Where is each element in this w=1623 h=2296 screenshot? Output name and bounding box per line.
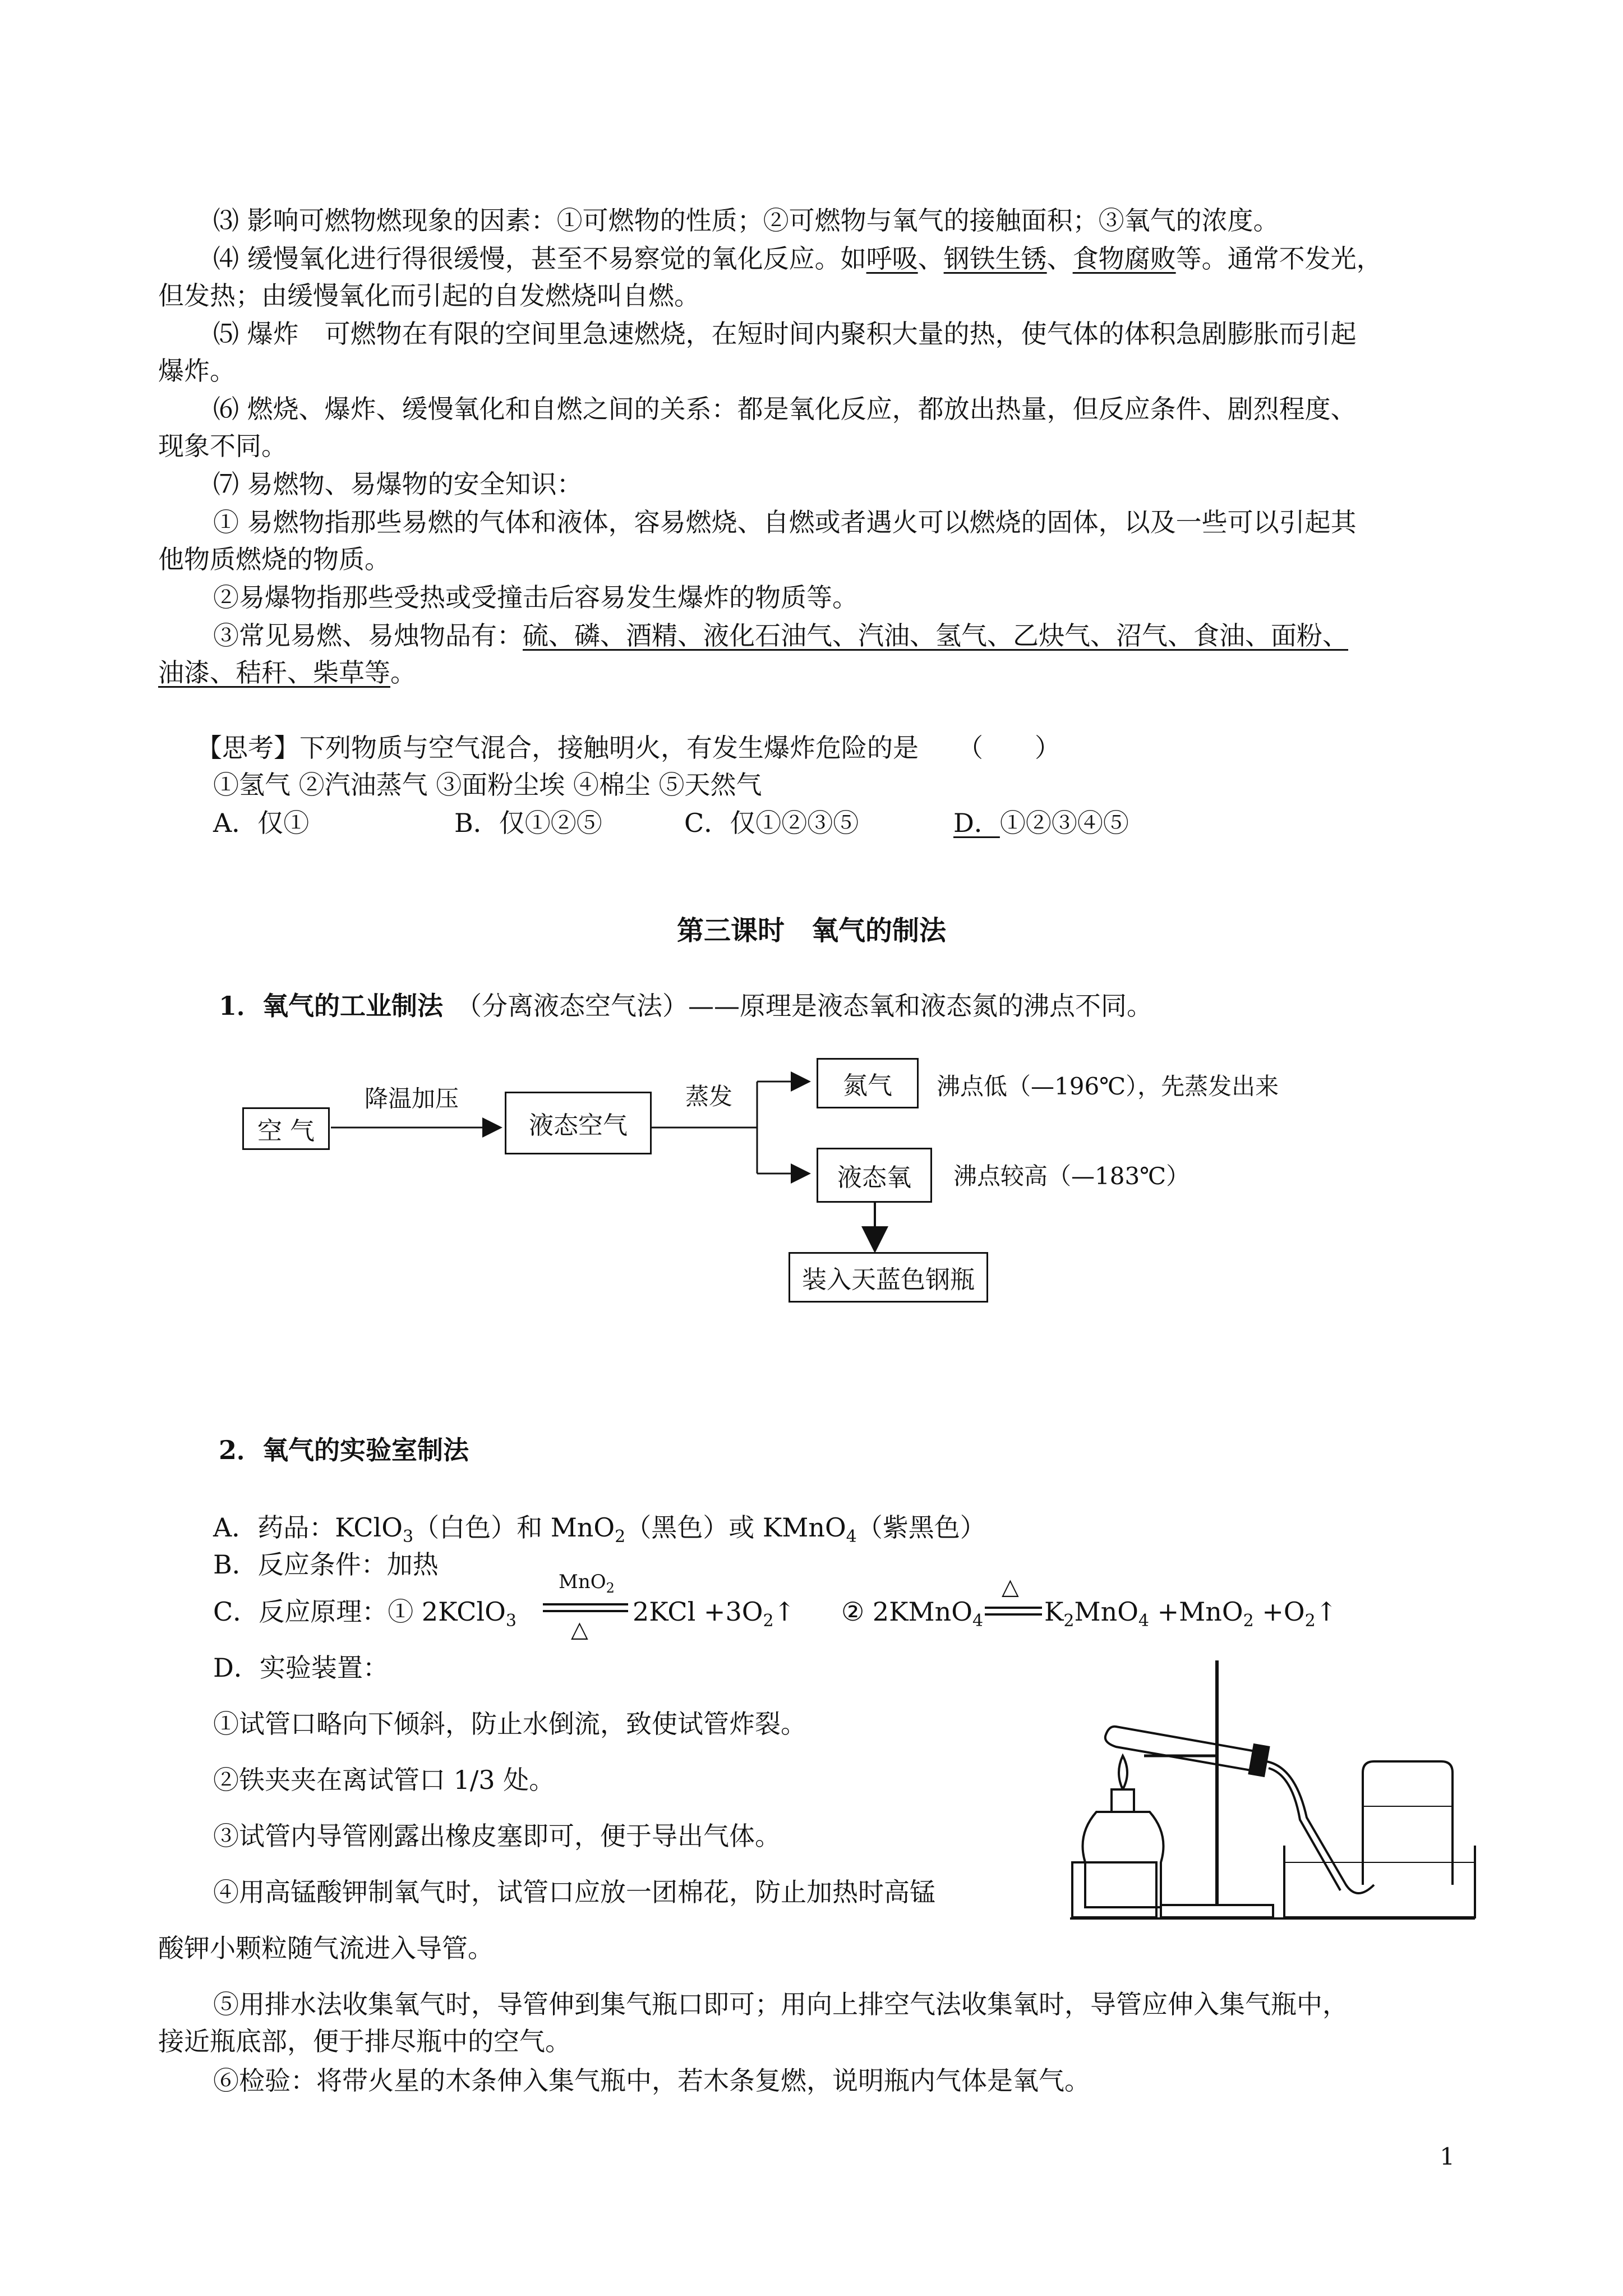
para-common-items: ③常见易燃、易烛物品有：硫、磷、酒精、液化石油气、汽油、氢气、乙炔气、沼气、食油、面粉、 [213, 620, 1348, 651]
para-explosion: ⑸ 爆炸 可燃物在有限的空间里急速燃烧，在短时间内聚积大量的热，使气体的体积急剧膨胀而引起 [213, 319, 1357, 349]
think-option-d: D．①②③④⑤ [953, 808, 1129, 838]
para-common-items-cont: 油漆、秸秆、柴草等。 [158, 657, 416, 688]
box-liquid-air: 液态空气 [505, 1092, 652, 1154]
para-relationship-cont: 现象不同。 [158, 431, 287, 461]
para-factors: ⑶ 影响可燃物燃现象的因素：①可燃物的性质；②可燃物与氧气的接触面积；③氧气的浓度。 [213, 205, 1279, 236]
reaction-1-catalyst: MnO$_2$ [559, 1571, 615, 1596]
reaction-1-products: $2KCl +3O_2↑$ [633, 1596, 796, 1631]
think-question: 【思考】下列物质与空气混合，接触明火，有发生爆炸危险的是 （ ） [196, 733, 1061, 763]
lab-heading: 2．氧气的实验室制法 [219, 1435, 469, 1465]
box-nitrogen: 氮气 [817, 1058, 919, 1108]
industrial-heading: 1．氧气的工业制法 （分离液态空气法）——原理是液态氧和液态氮的沸点不同。 [219, 991, 1153, 1021]
lab-note-5: ⑤用排水法收集氧气时，导管伸到集气瓶口即可；用向上排空气法收集氧时，导管应伸入集气瓶中， [213, 1989, 1348, 2019]
lab-note-6: ⑥检验：将带火星的木条伸入集气瓶中，若木条复燃，说明瓶内气体是氧气。 [213, 2065, 1090, 2096]
para-explosive: ②易爆物指那些受热或受撞击后容易发生爆炸的物质等。 [213, 582, 858, 613]
para-slow-oxidation: ⑷ 缓慢氧化进行得很缓慢，甚至不易察觉的氧化反应。如呼吸、钢铁生锈、食物腐败等。通常不发光， [213, 243, 1382, 274]
para-explosion-cont: 爆炸。 [158, 356, 236, 386]
lesson-title: 第三课时 氧气的制法 [676, 915, 946, 946]
lab-note-5-cont: 接近瓶底部，便于排尽瓶中的空气。 [158, 2026, 571, 2056]
para-flammable-cont: 他物质燃烧的物质。 [158, 544, 390, 574]
think-option-a: A．仅① [213, 808, 310, 838]
lab-reagents: A．药品：KClO$_3$（白色）和 MnO$_2$（黑色）或 KMnO$_4$（紫黑色） [213, 1512, 986, 1547]
lab-note-2: ②铁夹夹在离试管口 1/3 处。 [213, 1765, 555, 1795]
lab-note-3: ③试管内导管刚露出橡皮塞即可，便于导出气体。 [213, 1821, 781, 1851]
label-oxygen-note: 沸点较高（—183℃） [953, 1162, 1190, 1190]
lab-apparatus-heading: D．实验装置： [213, 1653, 389, 1683]
label-evaporate: 蒸发 [685, 1083, 733, 1110]
box-steel-cylinder: 装入天蓝色钢瓶 [789, 1252, 988, 1303]
think-option-c: C．仅①②③⑤ [684, 808, 859, 838]
lab-note-1: ①试管口略向下倾斜，防止水倒流，致使试管炸裂。 [213, 1709, 806, 1739]
label-cool-compress: 降温加压 [365, 1085, 459, 1112]
page-number: 1 [1440, 2143, 1455, 2170]
box-air: 空 气 [242, 1107, 330, 1150]
reaction-1-heat-icon: △ [571, 1617, 588, 1642]
para-slow-oxidation-cont: 但发热；由缓慢氧化而引起的自发燃烧叫自燃。 [158, 280, 700, 311]
reaction-2-reactant: ② 2KMnO$_4$ [841, 1596, 984, 1631]
box-liquid-oxygen: 液态氧 [817, 1148, 932, 1203]
lab-condition: B．反应条件：加热 [213, 1549, 439, 1580]
reaction-1-reactant: C．反应原理：① 2KClO$_3$ [213, 1596, 517, 1631]
label-nitrogen-note: 沸点低（—196℃），先蒸发出来 [937, 1073, 1279, 1100]
lab-note-4-cont: 酸钾小颗粒随气流进入导管。 [158, 1933, 494, 1963]
para-relationship: ⑹ 燃烧、爆炸、缓慢氧化和自燃之间的关系：都是氧化反应，都放出热量，但反应条件、剧烈程度、 [213, 394, 1357, 424]
lab-note-4: ④用高锰酸钾制氧气时，试管口应放一团棉花，防止加热时高锰 [213, 1877, 935, 1907]
think-items: ①氢气 ②汽油蒸气 ③面粉尘埃 ④棉尘 ⑤天然气 [213, 770, 762, 800]
para-safety: ⑺ 易燃物、易爆物的安全知识： [213, 469, 583, 499]
para-flammable: ① 易燃物指那些易燃的气体和液体，容易燃烧、自燃或者遇火可以燃烧的固体，以及一些可以引起其 [213, 507, 1357, 537]
reaction-2-products: $K_2MnO_4 +MnO_2$ $+O_2↑$ [1044, 1596, 1338, 1631]
think-option-b: B．仅①②⑤ [454, 808, 602, 838]
reaction-2-heat-icon: △ [1002, 1574, 1019, 1600]
